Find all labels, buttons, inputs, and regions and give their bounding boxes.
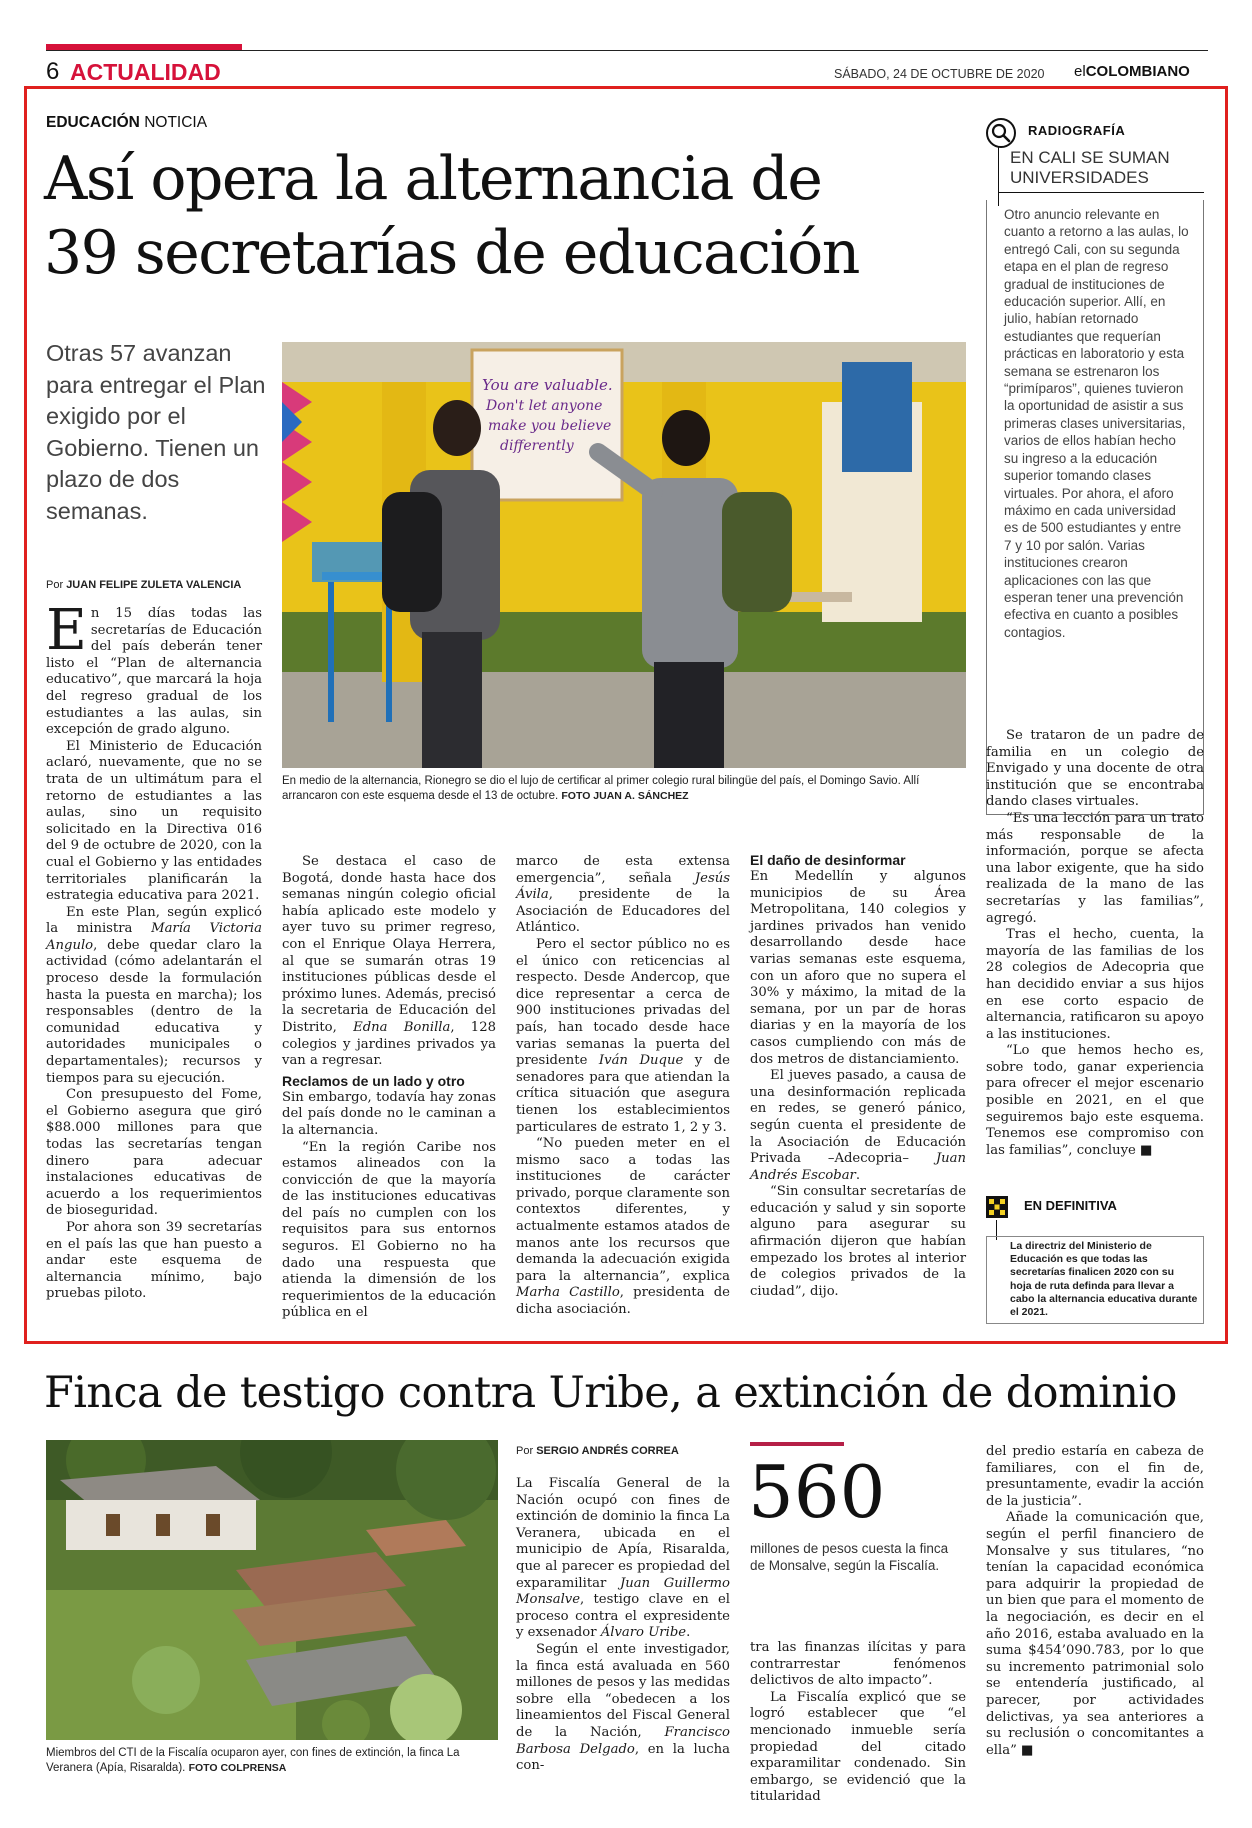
definitiva-icon (986, 1196, 1008, 1218)
paragraph: tra las finanzas ilícitas y para contrarrestar fenómenos delictivos de alto impacto”. (750, 1640, 966, 1689)
headline-line-2: 39 secretarías de educación (44, 218, 859, 288)
finca-caption-text: Miembros del CTI de la Fiscalía ocuparon ayer, con fines de extinción, la finca La Veranera (Apía, Risaralda). (46, 1747, 460, 1774)
paragraph: Pero el sector público no es el único con reticencias al respecto. Desde Andercop, que dice representar a cerca de 900 instituciones privadas del país, han tocado desde hace varias semanas la puerta del presidente Iván Duque y de senadores para que atiendan la crítica situación que asegura tienen los establecimientos particulares de estrato 1, 2 y 3. (516, 936, 730, 1135)
paragraph: Añade la comunicación que, según el perfil financiero de Monsalve y sus titulares, “no tenían la capacidad económica para adquirir la propiedad de un bien que para el momento de la negociación, es decir en el año 2016, estaba avaluado en la suma $454’090.783, por lo que su incremento patrimonial solo se entendería justificado, al parecer, por actividades delictivas, ya sea anteriores a su reclusión o concomitantes a ella” ■ (986, 1510, 1204, 1758)
main-photo (282, 342, 966, 768)
article-byline (46, 578, 241, 592)
article2-byline (516, 1444, 679, 1458)
finca-photo (46, 1440, 498, 1740)
photo-finca-aerial (46, 1440, 498, 1740)
byline2-author: SERGIO ANDRÉS CORREA (536, 1445, 679, 1457)
photo-caption-text: En medio de la alternancia, Rionegro se dio el lujo de certificar al primer colegio rural bilingüe del país, el Domingo Savio. Allí arrancaron con este esquema desde el 13 de octubre. (282, 775, 920, 802)
paragraph: La Fiscalía explicó que se logró establecer que “el mencionado inmueble sería propiedad del citado exparamilitar condenado. Sin embargo, se evidenció que la titularidad (750, 1689, 966, 1805)
paragraph: El Ministerio de Educación aclaró, nuevamente, que no se trata de un ultimátum para el retorno de estudiantes a las aulas, sino un requisito solicitado en la Directiva 016 del 9 de octubre de 2020, con la cual el Gobierno y las entidades territoriales planificarán la estrategia educativa para 2021. (46, 738, 263, 904)
paragraph: Por ahora son 39 secretarías en el país las que han puesto a andar este esquema de alternancia mínimo, bajo pruebas piloto. (46, 1219, 262, 1302)
sidebar-title-rule (998, 192, 1204, 193)
section-title: ACTUALIDAD (70, 59, 221, 85)
photo-sign-text: You are valuable. (482, 376, 613, 394)
paragraph: del predio estaría en cabeza de familiares, con el fin de, presuntamente, evadir la acción de la justicia”. (986, 1444, 1204, 1509)
paragraph: Con presupuesto del Fome, el Gobierno asegura que giró $88.000 millones para que todas las secretarías tengan dinero para adecuar instalaciones educativas de acuerdo a los requerimientos de bioseguridad. (46, 1087, 262, 1219)
person-name: Marha Castillo (516, 1285, 620, 1301)
paragraph: Se trataron de un padre de familia en un colegio de Envigado y una docente de otra institución que se encontraba dando clases virtuales. (986, 728, 1204, 810)
byline-author: JUAN FELIPE ZULETA VALENCIA (66, 579, 242, 591)
stat-accent-bar (750, 1442, 844, 1446)
paragraph: En este Plan, según explicó la ministra María Victoria Angulo, debe quedar claro la actividad (cómo adelantarán el proceso desde la formulación hasta la puesta en marcha); los responsables (dentro de la comunidad educativa y autoridades municipales o departamentales); recursos y tiempos para su ejecución. (46, 904, 262, 1086)
article-headline (44, 142, 984, 290)
person-name: Francisco Barbosa Delgado (516, 1724, 730, 1757)
person-name: Juan Guillermo Monsalve (516, 1575, 730, 1608)
header-rule (46, 50, 1208, 51)
en-definitiva-box (986, 1196, 1204, 1324)
person-name: Juan Andrés Escobar (750, 1151, 966, 1183)
paragraph: Se destaca el caso de Bogotá, donde hasta hace dos semanas ningún colegio oficial había aplicado este modelo y ayer tuvo su primer regreso, con el Enrique Olaya Herrera, al que se sumarán otras 19 instituciones públicas desde el próximo lunes. Además, precisó la secretaria de Educación del Distrito, Edna Bonilla, 128 colegios y jardines privados ya van a regresar. (282, 854, 496, 1069)
stat-number: 560 (748, 1450, 886, 1534)
subheading: El daño de desinformar (750, 852, 906, 868)
page-number: 6 (46, 58, 60, 85)
definitiva-body: La directriz del Ministerio de Educación es que todas las secretarías finalicen 2020 con su hoja de ruta definda para llevar a cabo la alternancia educativa durante el 2021. (1010, 1240, 1198, 1319)
byline2-prefix: Por (516, 1445, 534, 1457)
paragraph: El jueves pasado, a causa de una desinformación replicada en redes, se generó pánico, según cuenta el presidente de la Asociación de Educación Privada –Adecopria– Juan Andrés Escobar. (750, 1068, 966, 1183)
paragraph: “Sin consultar secretarías de educación y salud y sin soporte alguno para asegurar su afirmación dijeron que habían empezado los brotes al interior de colegios privados de la ciudad”, dijo. (750, 1184, 966, 1299)
person-name: Iván Duque (598, 1053, 684, 1069)
stat-text: millones de pesos cuesta la finca de Monsalve, según la Fiscalía. (750, 1541, 949, 1573)
paragraph: Según el ente investigador, la finca está avaluada en 560 millones de pesos y las medidas sobre ella “obedecen a los lineamientos del Fiscal General de la Nación, Francisco Barbosa Delgado, en la lucha con- (516, 1641, 730, 1774)
paragraph: “No pueden meter en el mismo saco a todas las instituciones de carácter privado, porque claramente son contextos diferentes, y actualmente estamos atados de manos ante los recursos que demanda la adecuación exigida para la alternancia”, explica Marha Castillo, presidenta de dicha asociación. (516, 1136, 730, 1318)
kicker-type: NOTICIA (144, 114, 208, 131)
paragraph: “En la región Caribe nos estamos alineados con la convicción de que la mayoría de las instituciones educativas del país no cumplen con los requisitos para sus entornos seguros. El Gobierno no ha dado una respuesta que atienda la dimensión de los requerimientos de la educación pública en el (282, 1139, 496, 1321)
svg-text:differently: differently (500, 438, 574, 454)
paragraph: Sin embargo, todavía hay zonas del país donde no le caminan a la alternancia. (282, 1089, 496, 1138)
article2-column-3 (986, 1444, 1204, 1759)
paragraph: “Es una lección para un trato más responsable de la información, porque se afecta una labor exigente, que ha sido realizada de la mano de las secretarías y las familias”, agregó. (986, 810, 1204, 926)
paragraph: En Medellín y algunos municipios de su Área Metropolitana, 140 colegios y jardines privados han venido desarrollando desde hace varias semanas este esquema, con un aforo que no supera el 30% y máximo, la mitad de la semana, por un par de horas diarias y en la mayoría de los casos cumpliendo con más de dos metros de distanciamiento. (750, 869, 966, 1067)
definitiva-label: EN DEFINITIVA (1024, 1198, 1117, 1213)
main-photo-caption (282, 774, 966, 803)
svg-text:Don't let anyone: Don't let anyone (486, 398, 603, 414)
drop-cap: E (46, 598, 87, 663)
brand-prefix: el (1074, 63, 1086, 80)
paragraph: La Fiscalía General de la Nación ocupó con fines de extinción de dominio la finca La Veranera, ubicada en el municipio de Apía, Risaralda, que al parecer es propiedad del exparamilitar Juan Guillermo Monsalve, testigo clave en el proceso contra el expresidente y exsenador Álvaro Uribe. (516, 1476, 730, 1641)
subheading: Reclamos de un lado y otro (282, 1072, 465, 1089)
article-column-3 (516, 854, 730, 1319)
svg-text:make you believe: make you believe (488, 418, 612, 434)
article-column-1 (46, 598, 263, 1303)
person-name: Edna Bonilla (353, 1019, 451, 1035)
finca-photo-caption (46, 1746, 498, 1775)
article-column-2 (282, 854, 496, 1322)
headline-line-1: Así opera la alternancia de (44, 144, 822, 214)
article2-headline: Finca de testigo contra Uribe, a extinción de dominio (44, 1368, 1177, 1418)
paragraph: “Lo que hemos hecho es, sobre todo, ganar experiencia para ofrecer el mejor escenario posible en 2021, en el que seguiremos bajo este esquema. Tenemos ese compromiso con las familias”, concluye ■ (986, 1043, 1204, 1158)
person-name: Jesús Ávila (516, 870, 730, 903)
header-date: SÁBADO, 24 DE OCTUBRE DE 2020 (834, 67, 1045, 81)
article-column-5 (986, 728, 1204, 1159)
photo-credit: FOTO JUAN A. SÁNCHEZ (561, 789, 689, 802)
sidebar-title: EN CALI SE SUMAN UNIVERSIDADES (1010, 148, 1170, 187)
photo-school-corridor (282, 342, 966, 768)
person-name: María Victoria Angulo (46, 921, 262, 953)
lead-paragraph: En 15 días todas las secretarías de Educación del país deberán tener listo el “Plan de alternancia educativo”, que marcará la hoja del regreso gradual de los estudiantes a las aulas, sin excepción de grado alguno. (46, 598, 262, 738)
masthead-brand (1074, 63, 1190, 81)
article-column-4 (750, 852, 966, 1300)
byline-prefix: Por (46, 579, 64, 591)
kicker-section: EDUCACIÓN (46, 114, 140, 131)
brand-name: COLOMBIANO (1085, 63, 1190, 80)
article2-column-1 (516, 1476, 730, 1775)
article-summary: Otras 57 avanzan para entregar el Plan exigido por el Gobierno. Tienen un plazo de dos semanas. (46, 340, 266, 524)
paragraph: Tras el hecho, cuenta, la mayoría de las familias de los 28 colegios de Adecopria que han decidido enviar a sus hijos en ese corto espacio de alternancia, ratificaron su apoyo a las instituciones. (986, 927, 1204, 1042)
sidebar-label: RADIOGRAFÍA (1028, 123, 1126, 138)
article2-column-2 (750, 1640, 966, 1806)
sidebar-label-rule (998, 146, 999, 206)
finca-photo-credit: FOTO COLPRENSA (188, 1761, 287, 1774)
magnifier-icon (986, 118, 1016, 148)
person-name: Álvaro Uribe (600, 1625, 687, 1641)
sidebar-body: Otro anuncio relevante en cuanto a retorno a las aulas, lo entregó Cali, con su segunda etapa en el plan de regreso gradual de instituciones de educación superior. Allí, en julio, habían retornado estudiantes que requerían prácticas en laboratorio y esta semana se estrenaron los “primíparos”, quienes tuvieron la oportunidad de asistir a sus primeras clases universitarias, varios de ellos habían hecho su ingreso a la educación superior tomando clases virtuales. Por ahora, el aforo máximo en cada universidad es de 500 estudiantes y entre 7 y 10 por salón. Varias instituciones crearon aplicaciones con las que esperan tener una prevención efectiva en cuanto a posibles contagios. (1004, 207, 1189, 640)
paragraph: marco de esta extensa emergencia”, señala Jesús Ávila, presidente de la Asociación de Educadores del Atlántico. (516, 854, 730, 936)
article-kicker (46, 114, 207, 132)
